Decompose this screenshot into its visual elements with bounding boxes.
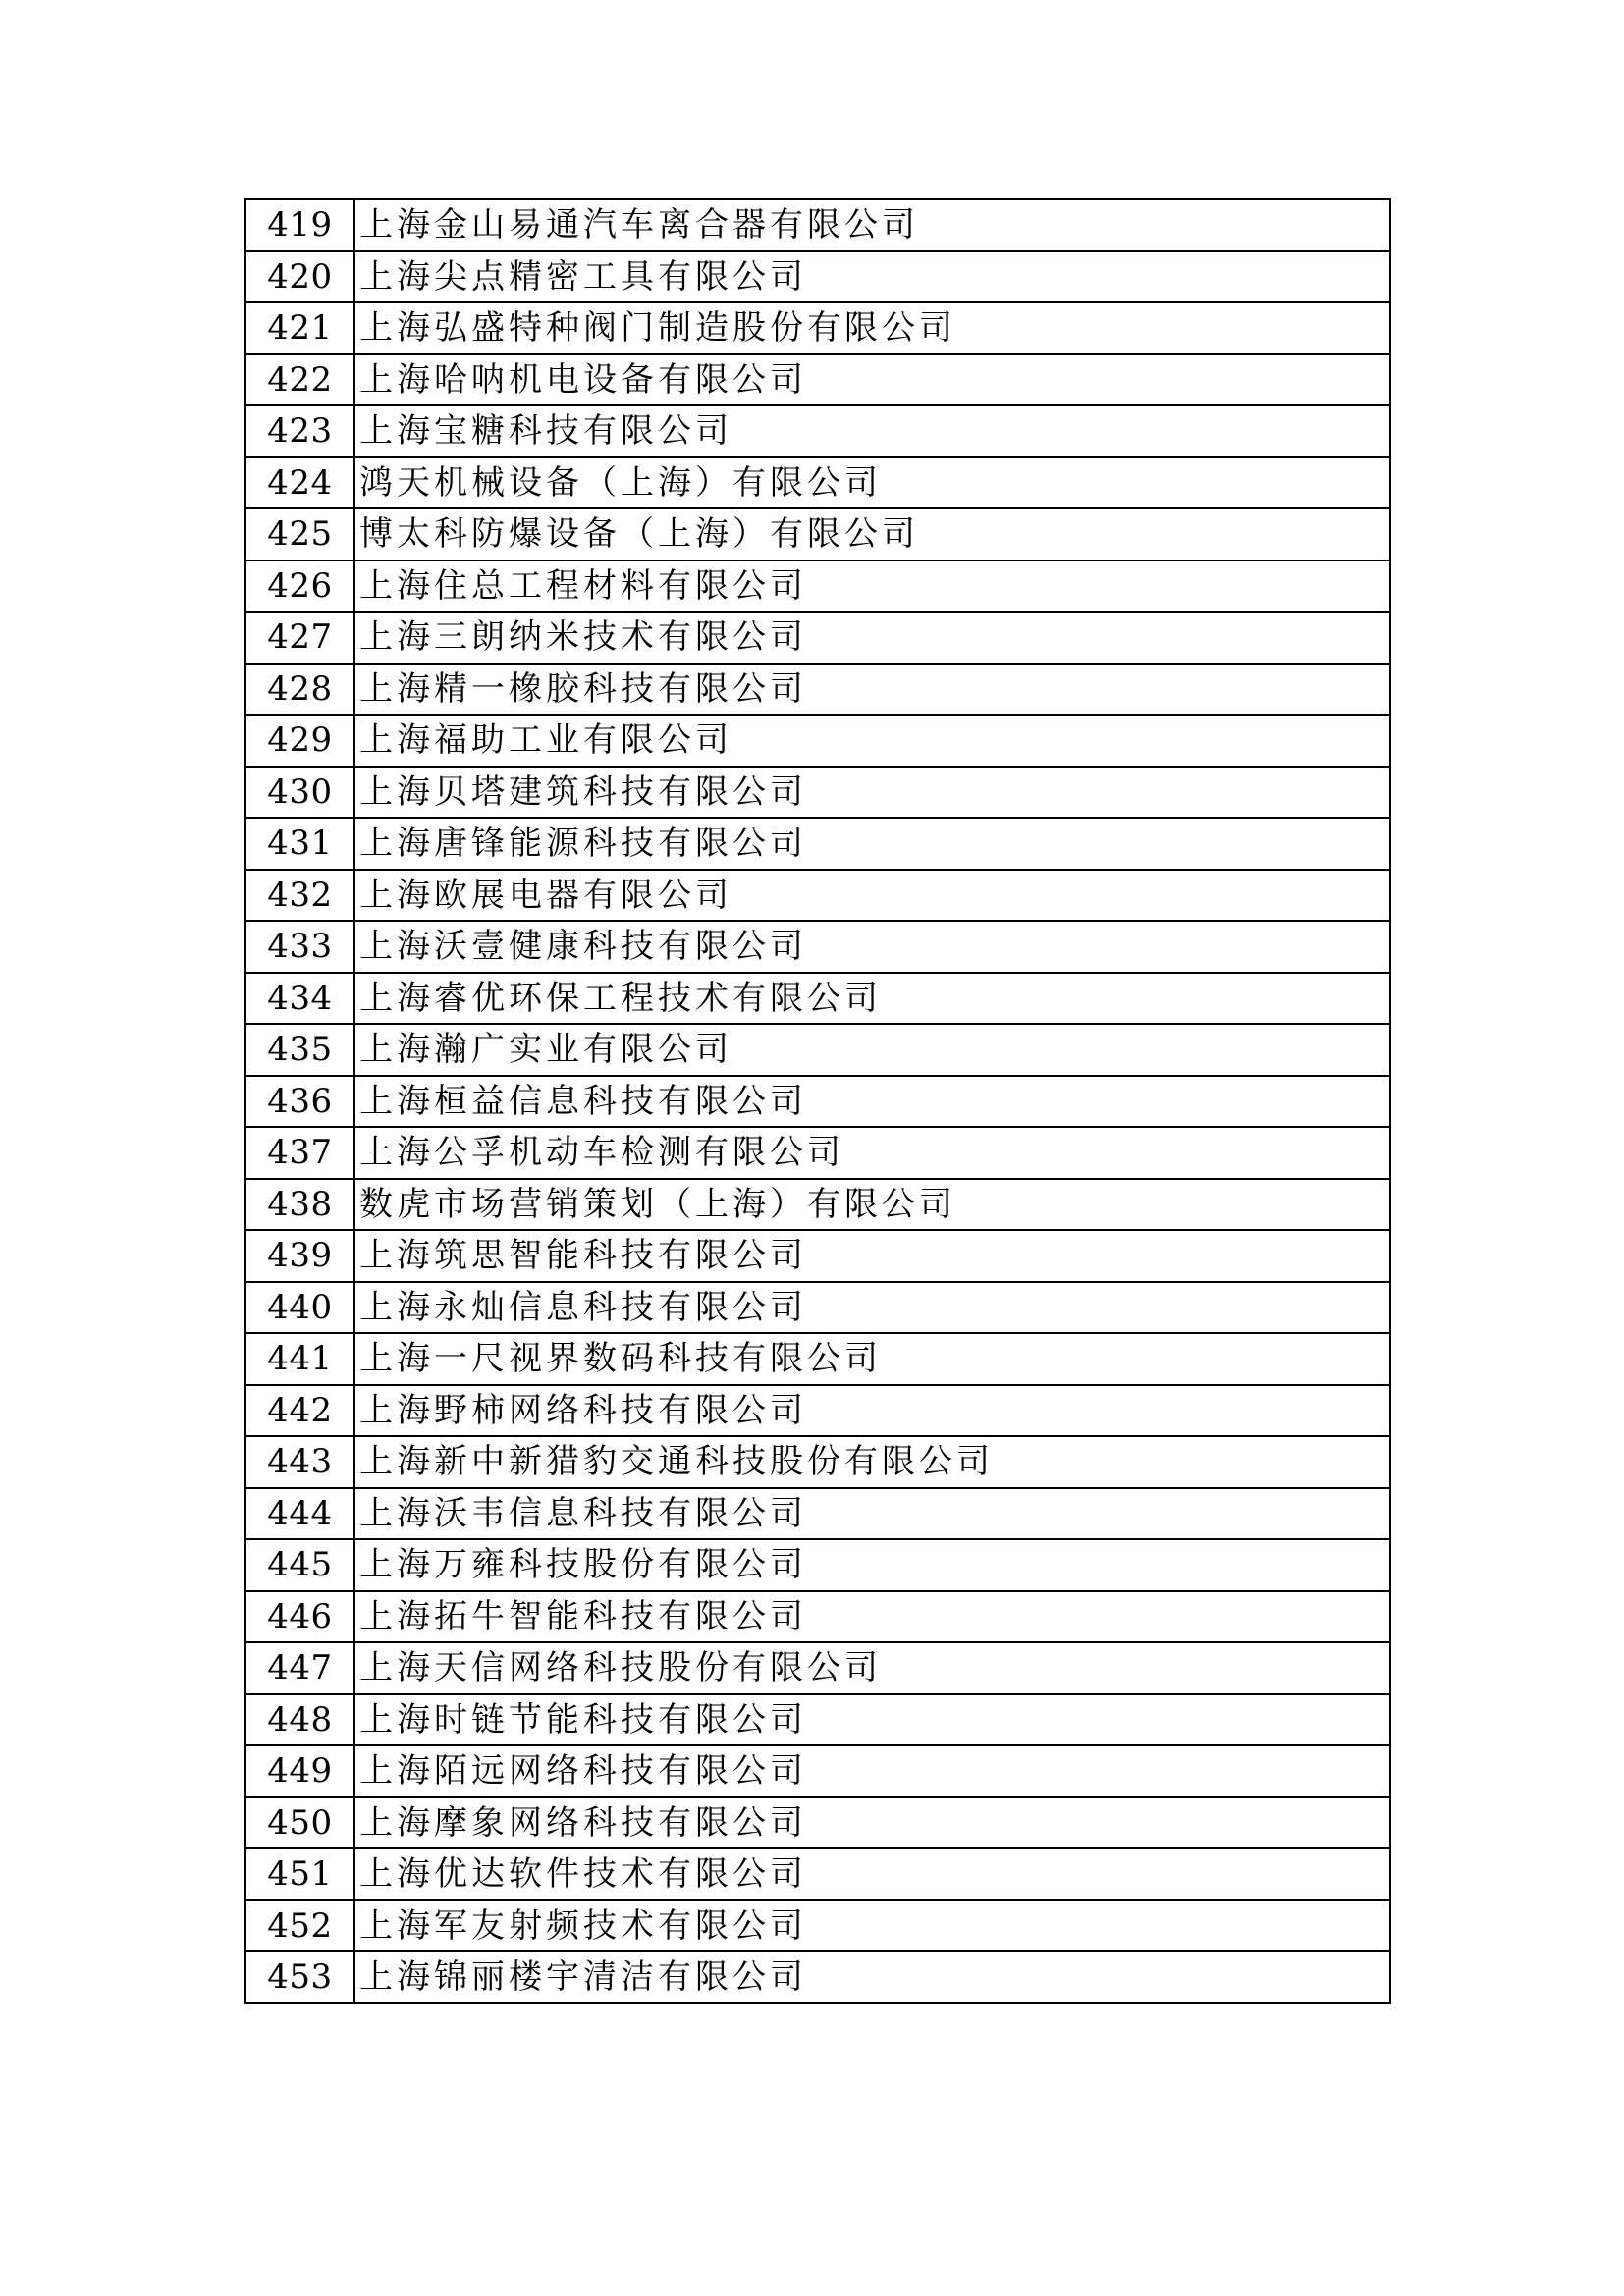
row-number: 453 bbox=[245, 1951, 354, 2003]
company-name: 上海弘盛特种阀门制造股份有限公司 bbox=[354, 302, 1390, 354]
table-row bbox=[245, 1591, 1390, 1643]
row-number: 450 bbox=[245, 1797, 354, 1849]
row-number: 421 bbox=[245, 302, 354, 354]
company-name: 上海三朗纳米技术有限公司 bbox=[354, 612, 1390, 664]
company-name: 上海睿优环保工程技术有限公司 bbox=[354, 973, 1390, 1025]
row-number: 427 bbox=[245, 612, 354, 664]
row-number: 449 bbox=[245, 1745, 354, 1797]
table-row bbox=[245, 1436, 1390, 1488]
company-name: 上海陌远网络科技有限公司 bbox=[354, 1745, 1390, 1797]
table-row bbox=[245, 767, 1390, 819]
table-row bbox=[245, 1539, 1390, 1591]
table-row bbox=[245, 1642, 1390, 1694]
company-name: 上海宝糖科技有限公司 bbox=[354, 405, 1390, 457]
row-number: 432 bbox=[245, 870, 354, 922]
company-name: 数虎市场营销策划（上海）有限公司 bbox=[354, 1179, 1390, 1231]
company-name: 上海公孚机动车检测有限公司 bbox=[354, 1127, 1390, 1179]
row-number: 446 bbox=[245, 1591, 354, 1643]
table-row bbox=[245, 664, 1390, 716]
row-number: 429 bbox=[245, 715, 354, 767]
table-row bbox=[245, 1385, 1390, 1437]
row-number: 430 bbox=[245, 767, 354, 819]
row-number: 452 bbox=[245, 1900, 354, 1952]
company-name: 上海瀚广实业有限公司 bbox=[354, 1024, 1390, 1076]
company-name: 上海野柿网络科技有限公司 bbox=[354, 1385, 1390, 1437]
row-number: 436 bbox=[245, 1076, 354, 1128]
row-number: 420 bbox=[245, 251, 354, 303]
company-name: 上海尖点精密工具有限公司 bbox=[354, 251, 1390, 303]
table-row bbox=[245, 561, 1390, 613]
table-row bbox=[245, 870, 1390, 922]
company-name: 上海时链节能科技有限公司 bbox=[354, 1694, 1390, 1746]
company-list-table bbox=[244, 198, 1391, 2004]
table-row bbox=[245, 1230, 1390, 1282]
row-number: 423 bbox=[245, 405, 354, 457]
table-row bbox=[245, 973, 1390, 1025]
table-row bbox=[245, 1024, 1390, 1076]
table-row bbox=[245, 1488, 1390, 1540]
row-number: 422 bbox=[245, 354, 354, 406]
row-number: 428 bbox=[245, 664, 354, 716]
table-row bbox=[245, 1333, 1390, 1385]
table-row bbox=[245, 251, 1390, 303]
table-row bbox=[245, 1745, 1390, 1797]
company-name: 上海新中新猎豹交通科技股份有限公司 bbox=[354, 1436, 1390, 1488]
company-name: 上海福助工业有限公司 bbox=[354, 715, 1390, 767]
table-row bbox=[245, 612, 1390, 664]
table-row bbox=[245, 457, 1390, 509]
row-number: 445 bbox=[245, 1539, 354, 1591]
table-row bbox=[245, 1797, 1390, 1849]
row-number: 424 bbox=[245, 457, 354, 509]
company-name: 上海永灿信息科技有限公司 bbox=[354, 1282, 1390, 1334]
company-name: 上海住总工程材料有限公司 bbox=[354, 561, 1390, 613]
company-name: 上海哈呐机电设备有限公司 bbox=[354, 354, 1390, 406]
row-number: 437 bbox=[245, 1127, 354, 1179]
row-number: 441 bbox=[245, 1333, 354, 1385]
table-row bbox=[245, 1951, 1390, 2003]
company-name: 上海桓益信息科技有限公司 bbox=[354, 1076, 1390, 1128]
row-number: 448 bbox=[245, 1694, 354, 1746]
table-row bbox=[245, 1179, 1390, 1231]
company-name: 上海欧展电器有限公司 bbox=[354, 870, 1390, 922]
company-name: 博太科防爆设备（上海）有限公司 bbox=[354, 508, 1390, 561]
company-name: 上海优达软件技术有限公司 bbox=[354, 1848, 1390, 1900]
company-name: 上海天信网络科技股份有限公司 bbox=[354, 1642, 1390, 1694]
company-name: 鸿天机械设备（上海）有限公司 bbox=[354, 457, 1390, 509]
company-name: 上海锦丽楼宇清洁有限公司 bbox=[354, 1951, 1390, 2003]
company-name: 上海精一橡胶科技有限公司 bbox=[354, 664, 1390, 716]
company-name: 上海贝塔建筑科技有限公司 bbox=[354, 767, 1390, 819]
row-number: 438 bbox=[245, 1179, 354, 1231]
row-number: 433 bbox=[245, 921, 354, 973]
table-row bbox=[245, 818, 1390, 870]
row-number: 426 bbox=[245, 561, 354, 613]
table-row bbox=[245, 302, 1390, 354]
table-row bbox=[245, 199, 1390, 251]
row-number: 419 bbox=[245, 199, 354, 251]
row-number: 451 bbox=[245, 1848, 354, 1900]
row-number: 447 bbox=[245, 1642, 354, 1694]
company-name: 上海拓牛智能科技有限公司 bbox=[354, 1591, 1390, 1643]
table-row bbox=[245, 1848, 1390, 1900]
row-number: 443 bbox=[245, 1436, 354, 1488]
company-name: 上海沃韦信息科技有限公司 bbox=[354, 1488, 1390, 1540]
table-row bbox=[245, 1076, 1390, 1128]
company-name: 上海军友射频技术有限公司 bbox=[354, 1900, 1390, 1952]
company-name: 上海金山易通汽车离合器有限公司 bbox=[354, 199, 1390, 251]
row-number: 440 bbox=[245, 1282, 354, 1334]
row-number: 425 bbox=[245, 508, 354, 561]
company-name: 上海万雍科技股份有限公司 bbox=[354, 1539, 1390, 1591]
table-row bbox=[245, 715, 1390, 767]
table-row bbox=[245, 354, 1390, 406]
row-number: 444 bbox=[245, 1488, 354, 1540]
table-row bbox=[245, 1900, 1390, 1952]
company-name: 上海沃壹健康科技有限公司 bbox=[354, 921, 1390, 973]
table-body bbox=[245, 199, 1390, 2003]
row-number: 435 bbox=[245, 1024, 354, 1076]
row-number: 442 bbox=[245, 1385, 354, 1437]
company-name: 上海一尺视界数码科技有限公司 bbox=[354, 1333, 1390, 1385]
row-number: 439 bbox=[245, 1230, 354, 1282]
company-name: 上海筑思智能科技有限公司 bbox=[354, 1230, 1390, 1282]
company-name: 上海唐锋能源科技有限公司 bbox=[354, 818, 1390, 870]
table-row bbox=[245, 1694, 1390, 1746]
table-row bbox=[245, 1282, 1390, 1334]
table-row bbox=[245, 405, 1390, 457]
company-name: 上海摩象网络科技有限公司 bbox=[354, 1797, 1390, 1849]
row-number: 431 bbox=[245, 818, 354, 870]
row-number: 434 bbox=[245, 973, 354, 1025]
table-row bbox=[245, 921, 1390, 973]
table-row bbox=[245, 508, 1390, 561]
table-row bbox=[245, 1127, 1390, 1179]
